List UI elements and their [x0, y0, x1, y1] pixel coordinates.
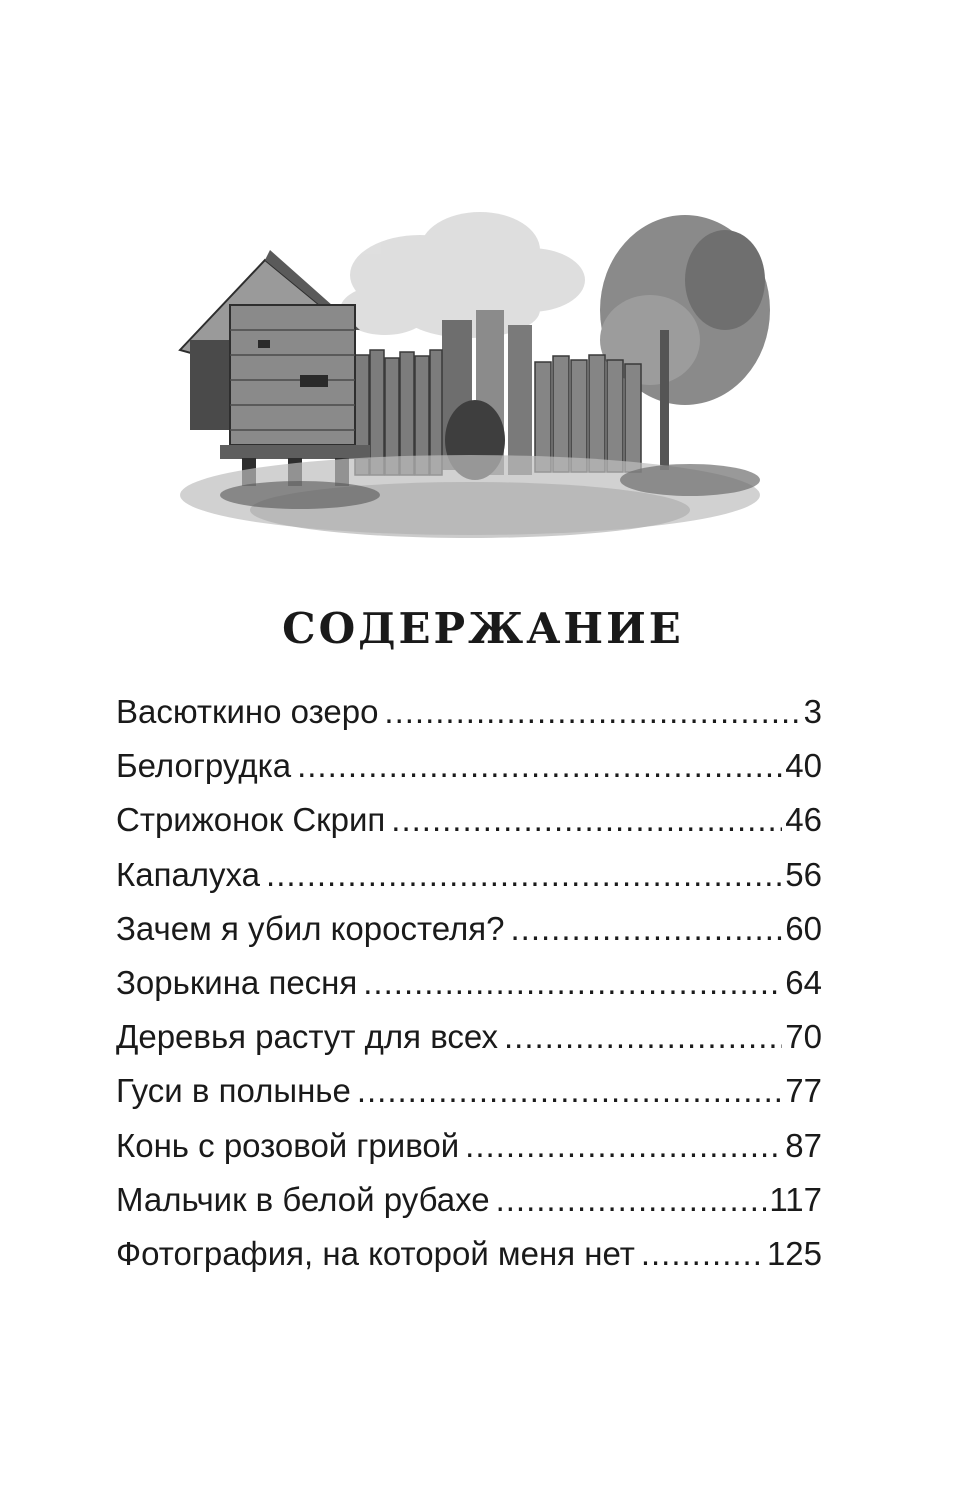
toc-leader-dots	[391, 801, 782, 839]
toc-entry	[116, 1072, 822, 1126]
toc-entry-page: 125	[766, 1234, 822, 1272]
table-of-contents	[116, 693, 822, 1289]
toc-entry	[116, 1181, 822, 1235]
toc-leader-dots	[504, 1018, 782, 1056]
toc-leader-dots	[266, 856, 782, 894]
toc-entry-page: 60	[785, 909, 822, 947]
fence-right	[535, 355, 641, 472]
toc-entry-title: Деревья растут для всех	[116, 1018, 498, 1056]
toc-entry-title: Конь с розовой гривой	[116, 1126, 460, 1164]
toc-entry-title: Капалуха	[116, 855, 261, 893]
toc-leader-dots	[641, 1235, 764, 1273]
toc-entry-page: 77	[785, 1072, 822, 1110]
toc-leader-dots	[496, 1181, 767, 1219]
toc-entry	[116, 1127, 822, 1181]
toc-entry-title: Стрижонок Скрип	[116, 801, 386, 839]
toc-entry-title: Зорькина песня	[116, 963, 358, 1001]
toc-leader-dots	[510, 910, 782, 948]
toc-entry	[116, 910, 822, 964]
toc-entry	[116, 1235, 822, 1289]
toc-entry-page: 117	[769, 1180, 822, 1218]
toc-entry-page: 87	[785, 1126, 822, 1164]
toc-entry-title: Мальчик в белой рубахе	[116, 1180, 490, 1218]
page-title: СОДЕРЖАНИЕ	[282, 604, 684, 653]
toc-leader-dots	[363, 964, 782, 1002]
toc-entry	[116, 693, 822, 747]
gate	[442, 310, 532, 480]
toc-entry-page: 64	[785, 963, 822, 1001]
toc-entry-page: 3	[803, 693, 822, 730]
clouds	[340, 212, 585, 338]
village-illustration	[170, 190, 780, 550]
toc-entry-title: Гуси в полынье	[116, 1072, 351, 1110]
toc-leader-dots	[297, 747, 782, 785]
toc-entry-page: 56	[785, 855, 822, 893]
toc-entry-page: 40	[785, 747, 822, 785]
toc-entry-title: Васюткино озеро	[116, 693, 379, 730]
toc-entry	[116, 1018, 822, 1072]
barn	[180, 250, 370, 486]
toc-entry-title: Фотография, на которой меня нет	[116, 1234, 635, 1272]
toc-entry	[116, 801, 822, 855]
toc-entry	[116, 747, 822, 801]
toc-entry-page: 46	[785, 801, 822, 839]
toc-entry-page: 70	[785, 1018, 822, 1056]
toc-entry-title: Белогрудка	[116, 747, 292, 785]
toc-leader-dots	[384, 693, 800, 731]
toc-leader-dots	[357, 1072, 782, 1110]
toc-entry	[116, 856, 822, 910]
ground	[180, 455, 760, 538]
toc-entry-title: Зачем я убил коростеля?	[116, 909, 505, 947]
toc-leader-dots	[465, 1127, 782, 1165]
toc-entry	[116, 964, 822, 1018]
